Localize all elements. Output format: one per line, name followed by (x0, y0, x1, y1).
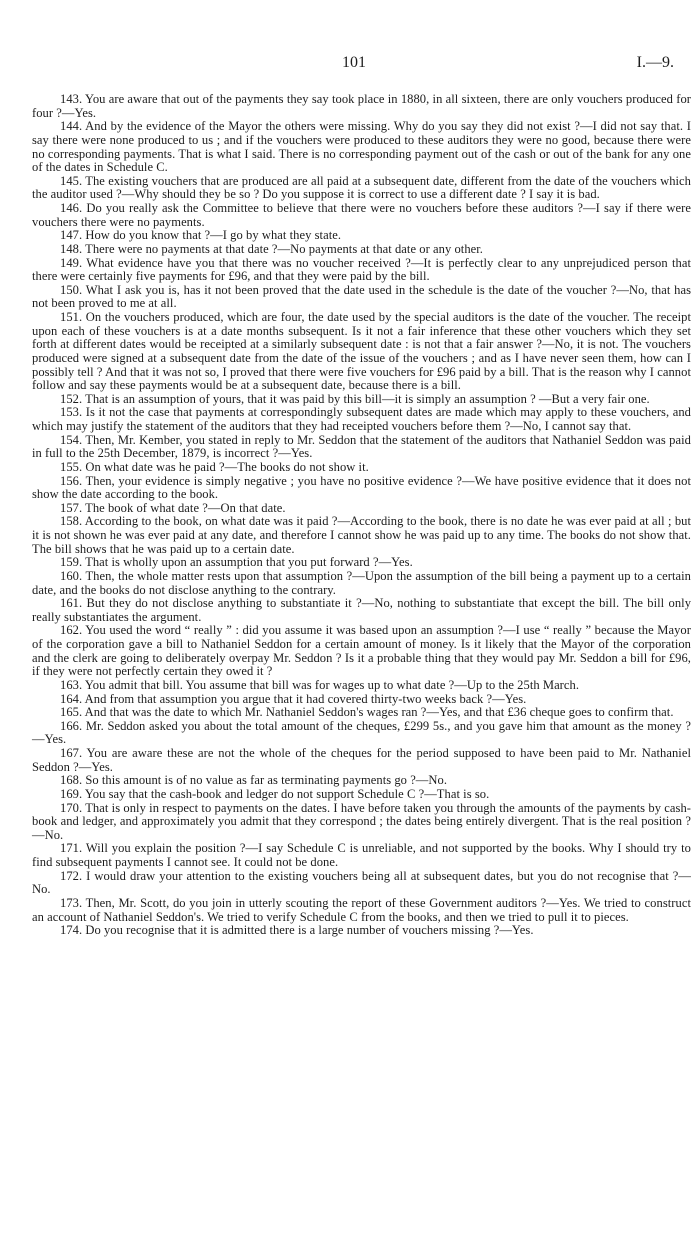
question-text: Do you recognise that it is admitted there is a large number of vouchers missing ?—Yes. (85, 923, 534, 938)
question-number: 174. (60, 923, 83, 938)
question-paragraph (32, 624, 691, 679)
question-number: 156. (60, 473, 83, 488)
question-text: You used the word “ really ” : did you assume it was based upon an assumption ?—I use “ really ” because the Mayor of the corporation gave a bill to Nathaniel Seddon for a certain amount of money. Is it likely that the Mayor of the corporation and the clerk are going to deliberately overpay Mr. Seddon ? Is it a probable thing that they would pay Mr. Seddon a bill for £96, if they were not perfectly certain they owed it ? (32, 623, 691, 679)
question-text: But they do not disclose anything to substantiate it ?—No, nothing to substantiate that except the bill. The bill only really substantiates the argument. (32, 596, 692, 624)
question-paragraph (32, 570, 691, 597)
question-paragraph (32, 502, 691, 516)
question-number: 145. (60, 173, 83, 188)
question-paragraph (32, 802, 691, 843)
question-paragraph (32, 393, 691, 407)
question-paragraph (32, 870, 691, 897)
question-number: 164. (60, 691, 83, 706)
question-text: And by the evidence of the Mayor the others were missing. Why do you say they did not exist ?—I did not say that. I say there were none produced to us ; and if the vouchers were produced to these auditors they were no good, because there were no corresponding payments. That is what I said. There is no corresponding payment out of the cash or out of the bank for any one of the dates in Schedule C. (32, 119, 691, 175)
question-text: That is an assumption of yours, that it was paid by this bill—it is simply an assumption ? —But a very fair one. (85, 391, 650, 406)
question-paragraph (32, 842, 691, 869)
question-paragraph (32, 93, 691, 120)
question-number: 166. (60, 718, 83, 733)
question-number: 149. (60, 255, 83, 270)
question-number: 159. (60, 555, 83, 570)
question-paragraph (32, 175, 691, 202)
question-text: I would draw your attention to the existing vouchers being all at subsequent dates, but you do not recognise that ?—No. (32, 868, 691, 897)
question-text: The existing vouchers that are produced are all paid at a subsequent date, different from the date of the vouchers which the auditor used ?—Why should they be so ? Do you suppose it is correct to use a different date ? I say it is bad. (32, 173, 691, 202)
question-number: 171. (60, 841, 83, 856)
question-text: On the vouchers produced, which are four, the date used by the special auditors is the date of the voucher. The receipt upon each of these vouchers is at a date months subsequent. Is it not a fair inference that these other vouchers which they set forth at different dates would be receipted at a similarly subsequent date : is not that a fair answer ?—No, it is not. The vouchers produced were signed at a subsequent date from the date of the issue of the vouchers ; and as I have never seen them, how can I possibly tell ? And that it was not so, I proved that there were five vouchers for £96 paid by a bill. That is the reason why I cannot follow and say these payments would be at a subsequent date, because there is a bill. (32, 310, 691, 393)
question-number: 147. (60, 228, 83, 243)
question-paragraph (32, 720, 691, 747)
question-number: 155. (60, 459, 83, 474)
question-paragraph (32, 706, 691, 720)
question-number: 146. (60, 201, 83, 215)
question-number: 148. (60, 241, 83, 256)
question-text: Then, the whole matter rests upon that assumption ?—Upon the assumption of the bill being a payment up to a certain date, and the books do not disclose anything to the contrary. (32, 568, 691, 597)
question-paragraph (32, 475, 691, 502)
question-text: And that was the date to which Mr. Nathaniel Seddon's wages ran ?—Yes, and that £36 cheque goes to confirm that. (84, 705, 674, 720)
question-text: Do you really ask the Committee to believe that there were no vouchers before these auditors ?—I say if there were vouchers there were no payments. (32, 201, 691, 229)
question-paragraph (32, 243, 691, 257)
question-number: 170. (60, 800, 83, 815)
question-paragraph (32, 693, 691, 707)
question-text: That is wholly upon an assumption that you put forward ?—Yes. (85, 555, 413, 570)
question-text: You are aware these are not the whole of the cheques for the period supposed to have been paid to Mr. Nathaniel Seddon ?—Yes. (32, 746, 691, 774)
question-paragraph (32, 257, 691, 284)
question-paragraph (32, 597, 691, 624)
question-text: Will you explain the position ?—I say Schedule C is unreliable, and not supported by the books. Why I should try to find subsequent payments I cannot see. It could not be done. (32, 841, 691, 869)
question-paragraph (32, 924, 691, 938)
question-paragraph (32, 556, 691, 570)
question-paragraph (32, 747, 691, 774)
question-paragraph (32, 897, 691, 924)
question-number: 157. (60, 500, 83, 515)
question-number: 153. (60, 405, 83, 420)
question-paragraph (32, 461, 691, 475)
question-number: 168. (60, 773, 83, 788)
question-text: You are aware that out of the payments they say took place in 1880, in all sixteen, there are only vouchers produced for four ?—Yes. (32, 92, 692, 120)
question-paragraph (32, 120, 691, 175)
question-paragraph (32, 774, 691, 788)
question-number: 169. (60, 786, 83, 801)
question-number: 167. (60, 746, 83, 760)
question-paragraph (32, 202, 691, 229)
question-paragraph (32, 679, 691, 693)
question-text: According to the book, on what date was it paid ?—According to the book, there is no date he was ever paid at all ; but it is not shown he was ever paid at any date, and therefore I cannot show he was paid up to any time. The books do not show that. The bill shows that he was paid up to a certain date. (32, 514, 692, 556)
question-paragraph (32, 434, 691, 461)
question-text: Then, Mr. Scott, do you join in utterly scouting the report of these Government auditors ?—Yes. We tried to construct an account of Nathaniel Seddon's. We tried to verify Schedule C from the books, and then we tried to pull it to pieces. (32, 895, 691, 924)
question-text: Is it not the case that payments at correspondingly subsequent dates are made which may apply to these vouchers, and which may justify the statement of the auditors that they had receipted vouchers before them ?—No, I cannot say that. (32, 405, 691, 433)
question-paragraph (32, 229, 691, 243)
question-number: 172. (60, 868, 83, 883)
question-text: That is only in respect to payments on the dates. I have before taken you through the amounts of the payments by cash-book and ledger, and approximately you admit that they correspond ; the dates being entirely divergent. That is the real position ?—No. (32, 800, 692, 842)
question-number: 150. (60, 282, 83, 297)
question-number: 152. (60, 391, 83, 406)
question-text: The book of what date ?—On that date. (85, 500, 286, 515)
question-text: What I ask you is, has it not been proved that the date used in the schedule is the date of the voucher ?—No, that has not been proved to me at all. (32, 282, 691, 311)
page-reference: I.—9. (636, 54, 674, 71)
page-header (32, 54, 676, 76)
question-text: Then, Mr. Kember, you stated in reply to Mr. Seddon that the statement of the auditors that Nathaniel Seddon was paid in full to the 25th December, 1879, is incorrect ?—Yes. (32, 432, 691, 461)
question-number: 160. (60, 568, 83, 583)
question-number: 163. (60, 677, 83, 692)
question-text: Mr. Seddon asked you about the total amount of the cheques, £299 5s., and you gave him that amount as the money ?—Yes. (32, 718, 691, 747)
question-text: How do you know that ?—I go by what they state. (85, 228, 342, 243)
question-text: You say that the cash-book and ledger do not support Schedule C ?—That is so. (84, 786, 490, 801)
question-text: So this amount is of no value as far as terminating payments go ?—No. (85, 773, 448, 788)
question-number: 162. (60, 623, 83, 638)
question-paragraph (32, 515, 691, 556)
question-paragraph (32, 284, 691, 311)
question-number: 173. (60, 895, 83, 910)
question-number: 151. (60, 310, 83, 324)
question-number: 161. (60, 596, 83, 611)
question-text: You admit that bill. You assume that bill was for wages up to what date ?—Up to the 25th March. (84, 677, 580, 692)
transcript-body (32, 93, 691, 938)
question-paragraph (32, 311, 691, 393)
question-text: There were no payments at that date ?—No payments at that date or any other. (85, 241, 483, 256)
question-paragraph (32, 788, 691, 802)
question-number: 143. (60, 92, 83, 106)
question-text: And from that assumption you argue that it had covered thirty-two weeks back ?—Yes. (84, 691, 527, 706)
question-number: 165. (60, 705, 83, 720)
question-paragraph (32, 406, 691, 433)
page-number: 101 (342, 54, 366, 71)
question-number: 154. (60, 432, 83, 447)
question-text: On what date was he paid ?—The books do not show it. (85, 459, 369, 474)
question-text: Then, your evidence is simply negative ; you have no positive evidence ?—We have positive evidence that it does not show the date according to the book. (32, 473, 691, 502)
question-number: 158. (60, 514, 83, 529)
question-number: 144. (60, 119, 83, 134)
question-text: What evidence have you that there was no voucher received ?—It is perfectly clear to any unprejudiced person that there were certainly five payments for £96, and that they were paid by the bill. (32, 255, 692, 284)
